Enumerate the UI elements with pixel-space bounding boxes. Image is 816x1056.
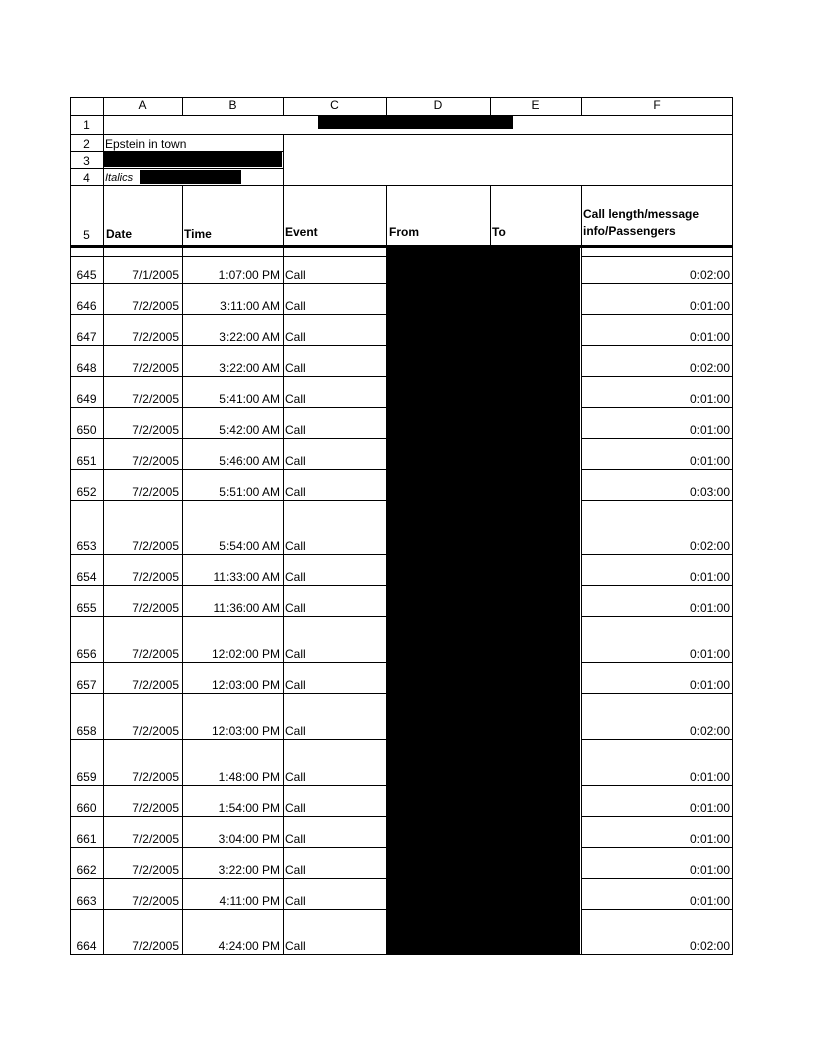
- header-event: Event: [285, 225, 318, 239]
- legend-epstein-in-town: Epstein in town: [105, 137, 187, 151]
- cell-call-length: 0:02:00: [689, 361, 730, 375]
- cell-date: 7/2/2005: [132, 678, 179, 692]
- row-number: 652: [76, 485, 97, 499]
- row-line-right: [581, 693, 733, 694]
- row-line-left: [70, 585, 387, 586]
- cell-time: 3:22:00 AM: [219, 361, 280, 375]
- row-line-left: [70, 909, 387, 910]
- row-line-right: [581, 739, 733, 740]
- column-header-line: [70, 115, 733, 116]
- cell-time: 4:11:00 PM: [219, 894, 280, 908]
- cell-call-length: 0:01:00: [689, 570, 730, 584]
- row-line-right: [581, 376, 733, 377]
- cell-time: 11:33:00 AM: [213, 570, 280, 584]
- row-line-left: [70, 283, 387, 284]
- row-line-left: [70, 469, 387, 470]
- row-number: 661: [76, 832, 97, 846]
- cell-call-length: 0:01:00: [689, 392, 730, 406]
- header-from: From: [389, 225, 419, 239]
- cell-event: Call: [285, 894, 306, 908]
- row-line-right: [581, 954, 733, 955]
- cell-time: 3:04:00 PM: [218, 832, 280, 846]
- row-line-left: [70, 314, 387, 315]
- cell-time: 1:07:00 PM: [218, 268, 280, 282]
- header-call-length-line1: Call length/message: [583, 207, 700, 221]
- spacer-row-line-left: [70, 256, 387, 257]
- cell-event: Call: [285, 601, 306, 615]
- row-number: 653: [76, 539, 97, 553]
- cell-event: Call: [285, 330, 306, 344]
- row-line-right: [581, 500, 733, 501]
- cell-event: Call: [285, 570, 306, 584]
- row-number: 659: [76, 770, 97, 784]
- cell-event: Call: [285, 485, 306, 499]
- row-line-right: [581, 469, 733, 470]
- cell-date: 7/2/2005: [132, 361, 179, 375]
- header-to: To: [492, 225, 506, 239]
- column-header-e: E: [531, 98, 540, 112]
- legend-italics: Italics: [105, 172, 134, 184]
- column-divider-a: [103, 97, 104, 955]
- column-header-b: B: [228, 98, 237, 112]
- spreadsheet: [70, 97, 733, 955]
- row-line-right: [581, 585, 733, 586]
- row-line-right: [581, 847, 733, 848]
- cell-call-length: 0:01:00: [689, 601, 730, 615]
- row-line-right: [581, 283, 733, 284]
- cell-date: 7/2/2005: [132, 801, 179, 815]
- row-line-left: [70, 954, 387, 955]
- cell-event: Call: [285, 678, 306, 692]
- row-line-left: [70, 739, 387, 740]
- cell-time: 3:22:00 PM: [218, 863, 280, 877]
- column-divider-4: [490, 185, 491, 955]
- row-line-left: [70, 616, 387, 617]
- cell-date: 7/2/2005: [132, 863, 179, 877]
- cell-event: Call: [285, 268, 306, 282]
- cell-call-length: 0:01:00: [689, 832, 730, 846]
- title-redaction: [318, 116, 513, 129]
- row-line-left: [70, 554, 387, 555]
- legend-italics-redaction: [140, 170, 241, 184]
- from-to-redaction: [387, 247, 580, 955]
- cell-time: 5:51:00 AM: [219, 485, 280, 499]
- cell-event: Call: [285, 423, 306, 437]
- cell-call-length: 0:01:00: [689, 330, 730, 344]
- row-number: 662: [76, 863, 97, 877]
- column-header-d: D: [433, 98, 443, 112]
- cell-time: 5:42:00 AM: [219, 423, 280, 437]
- column-letter-divider-3: [490, 97, 491, 116]
- cell-time: 4:24:00 PM: [218, 939, 280, 953]
- column-letter-divider-1: [283, 97, 284, 116]
- row-line-right: [581, 554, 733, 555]
- row-2-line: [70, 151, 283, 152]
- cell-call-length: 0:02:00: [689, 539, 730, 553]
- row-line-left: [70, 345, 387, 346]
- cell-time: 11:36:00 AM: [213, 601, 280, 615]
- sheet-border-right: [732, 97, 733, 955]
- column-divider-3: [386, 185, 387, 955]
- column-letter-divider-2: [386, 97, 387, 116]
- row-number-2: 2: [83, 137, 90, 151]
- row-line-right: [581, 816, 733, 817]
- row-line-right: [581, 314, 733, 315]
- sheet-border-left: [70, 97, 71, 955]
- row-line-right: [581, 785, 733, 786]
- cell-event: Call: [285, 299, 306, 313]
- sheet-border-top: [70, 97, 733, 98]
- cell-call-length: 0:01:00: [689, 863, 730, 877]
- cell-time: 5:41:00 AM: [219, 392, 280, 406]
- cell-event: Call: [285, 724, 306, 738]
- legend-row-3-redaction: [104, 152, 282, 167]
- cell-call-length: 0:02:00: [689, 724, 730, 738]
- row-line-left: [70, 376, 387, 377]
- cell-event: Call: [285, 832, 306, 846]
- row-number: 647: [76, 330, 97, 344]
- cell-call-length: 0:02:00: [689, 939, 730, 953]
- column-header-f: F: [653, 98, 661, 112]
- row-number: 656: [76, 647, 97, 661]
- row-number: 646: [76, 299, 97, 313]
- row-4-line: [70, 185, 733, 186]
- row-number: 654: [76, 570, 97, 584]
- cell-date: 7/2/2005: [132, 647, 179, 661]
- cell-time: 3:11:00 AM: [220, 299, 280, 313]
- cell-time: 5:46:00 AM: [219, 454, 280, 468]
- row-number: 648: [76, 361, 97, 375]
- row-line-left: [70, 785, 387, 786]
- row-number: 655: [76, 601, 97, 615]
- row-line-left: [70, 847, 387, 848]
- row-number: 650: [76, 423, 97, 437]
- row-line-left: [70, 693, 387, 694]
- cell-time: 12:03:00 PM: [211, 724, 280, 738]
- row-number: 649: [76, 392, 97, 406]
- cell-date: 7/2/2005: [132, 423, 179, 437]
- column-header-a: A: [138, 98, 147, 112]
- row-line-left: [70, 500, 387, 501]
- header-bold-line: [70, 245, 733, 248]
- row-line-left: [70, 662, 387, 663]
- column-letter-divider-4: [581, 97, 582, 116]
- row-line-right: [581, 662, 733, 663]
- row-line-left: [70, 438, 387, 439]
- row-line-right: [581, 438, 733, 439]
- row-number: 658: [76, 724, 97, 738]
- row-1-line: [70, 134, 733, 135]
- column-divider-2: [283, 185, 284, 955]
- cell-call-length: 0:01:00: [689, 423, 730, 437]
- cell-call-length: 0:01:00: [689, 770, 730, 784]
- cell-time: 3:22:00 AM: [219, 330, 280, 344]
- cell-call-length: 0:01:00: [689, 801, 730, 815]
- cell-date: 7/2/2005: [132, 485, 179, 499]
- cell-time: 1:54:00 PM: [218, 801, 280, 815]
- row-number-4: 4: [83, 171, 90, 185]
- cell-date: 7/2/2005: [132, 724, 179, 738]
- cell-call-length: 0:01:00: [689, 454, 730, 468]
- row-line-left: [70, 878, 387, 879]
- cell-date: 7/2/2005: [132, 894, 179, 908]
- header-date: Date: [106, 227, 133, 241]
- row-line-right: [581, 909, 733, 910]
- cell-date: 7/2/2005: [132, 570, 179, 584]
- cell-date: 7/2/2005: [132, 299, 179, 313]
- cell-call-length: 0:01:00: [689, 678, 730, 692]
- cell-event: Call: [285, 647, 306, 661]
- row-number-3: 3: [83, 154, 90, 168]
- spacer-row-line-right: [581, 256, 733, 257]
- row-line-left: [70, 407, 387, 408]
- cell-call-length: 0:01:00: [689, 894, 730, 908]
- cell-event: Call: [285, 801, 306, 815]
- row-3-line: [70, 168, 283, 169]
- row-line-right: [581, 616, 733, 617]
- cell-call-length: 0:02:00: [689, 268, 730, 282]
- cell-time: 5:54:00 AM: [219, 539, 280, 553]
- cell-date: 7/2/2005: [132, 392, 179, 406]
- cell-event: Call: [285, 361, 306, 375]
- row-number: 645: [76, 268, 97, 282]
- row-line-right: [581, 407, 733, 408]
- row-number: 660: [76, 801, 97, 815]
- cell-event: Call: [285, 392, 306, 406]
- cell-date: 7/2/2005: [132, 454, 179, 468]
- cell-event: Call: [285, 863, 306, 877]
- row-number: 664: [76, 939, 97, 953]
- row-number: 663: [76, 894, 97, 908]
- header-call-length-line2: info/Passengers: [583, 224, 676, 238]
- cell-date: 7/2/2005: [132, 539, 179, 553]
- cell-call-length: 0:01:00: [689, 299, 730, 313]
- row-number-1: 1: [83, 118, 90, 132]
- row-line-right: [581, 878, 733, 879]
- cell-date: 7/2/2005: [132, 601, 179, 615]
- column-header-c: C: [330, 98, 339, 112]
- row-line-left: [70, 816, 387, 817]
- row-number: 651: [76, 454, 97, 468]
- cell-event: Call: [285, 539, 306, 553]
- cell-date: 7/2/2005: [132, 939, 179, 953]
- cell-time: 1:48:00 PM: [218, 770, 280, 784]
- cell-time: 12:02:00 PM: [211, 647, 280, 661]
- cell-date: 7/1/2005: [132, 268, 179, 282]
- cell-event: Call: [285, 939, 306, 953]
- cell-event: Call: [285, 770, 306, 784]
- cell-event: Call: [285, 454, 306, 468]
- header-time: Time: [184, 227, 212, 241]
- legend-divider: [283, 134, 284, 186]
- cell-date: 7/2/2005: [132, 330, 179, 344]
- cell-call-length: 0:03:00: [689, 485, 730, 499]
- row-number: 657: [76, 678, 97, 692]
- cell-date: 7/2/2005: [132, 770, 179, 784]
- cell-time: 12:03:00 PM: [211, 678, 280, 692]
- cell-call-length: 0:01:00: [689, 647, 730, 661]
- column-letter-divider-0: [182, 97, 183, 116]
- row-number-5: 5: [83, 228, 90, 242]
- cell-date: 7/2/2005: [132, 832, 179, 846]
- row-line-right: [581, 345, 733, 346]
